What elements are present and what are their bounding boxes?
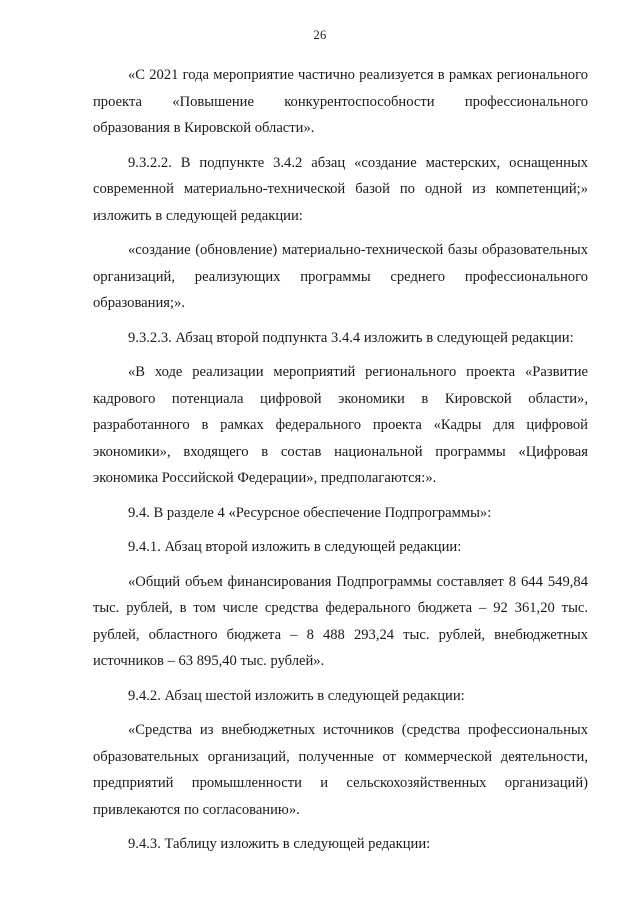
paragraph-1: «С 2021 года мероприятие частично реализуется в рамках регионального проекта «Повышение конкурентоспособности профессионального образования в Кировской области». <box>93 67 588 136</box>
paragraph-9: 9.4.2. Абзац шестой изложить в следующей редакции: <box>128 687 465 704</box>
paragraph-10: «Средства из внебюджетных источников (средства профессиональных образовательных организаций, полученные от коммерческой деятельности, предприятий промышленности и сельскохозяйственных организаций) привлекаются по согласованию». <box>93 722 588 818</box>
paragraph-7: 9.4.1. Абзац второй изложить в следующей редакции: <box>128 539 462 555</box>
paragraph-3: «создание (обновление) материально-технической базы образовательных организаций, реализующих программы среднего профессионального образования;». <box>93 242 588 311</box>
paragraph-4: 9.3.2.3. Абзац второй подпункта 3.4.4 изложить в следующей редакции: <box>128 329 574 346</box>
paragraph-8: «Общий объем финансирования Подпрограммы составляет 8 644 549,84 тыс. рублей, в том числе средства федерального бюджета – 92 361,20 тыс. рублей, областного бюджета – 8 488 293,24 тыс. рублей, внебюджетных источников – 63 895,40 тыс. рублей». <box>93 573 588 669</box>
page-number: 26 <box>313 28 327 42</box>
paragraph-5: «В ходе реализации мероприятий регионального проекта «Развитие кадрового потенциала цифровой экономики в Кировской области», разработанного в рамках федерального проекта «Кадры для цифровой экономики», входящего в состав национальной программы «Цифровая экономика Российской Федерации», предполагаются:». <box>93 364 588 486</box>
paragraph-11: 9.4.3. Таблицу изложить в следующей редакции: <box>128 836 431 852</box>
paragraph-6: 9.4. В разделе 4 «Ресурсное обеспечение Подпрограммы»: <box>128 504 492 521</box>
paragraph-2: 9.3.2.2. В подпункте 3.4.2 абзац «создание мастерских, оснащенных современной материально-технической базой по одной из компетенций;» изложить в следующей редакции: <box>93 154 588 224</box>
document-body <box>93 62 588 858</box>
